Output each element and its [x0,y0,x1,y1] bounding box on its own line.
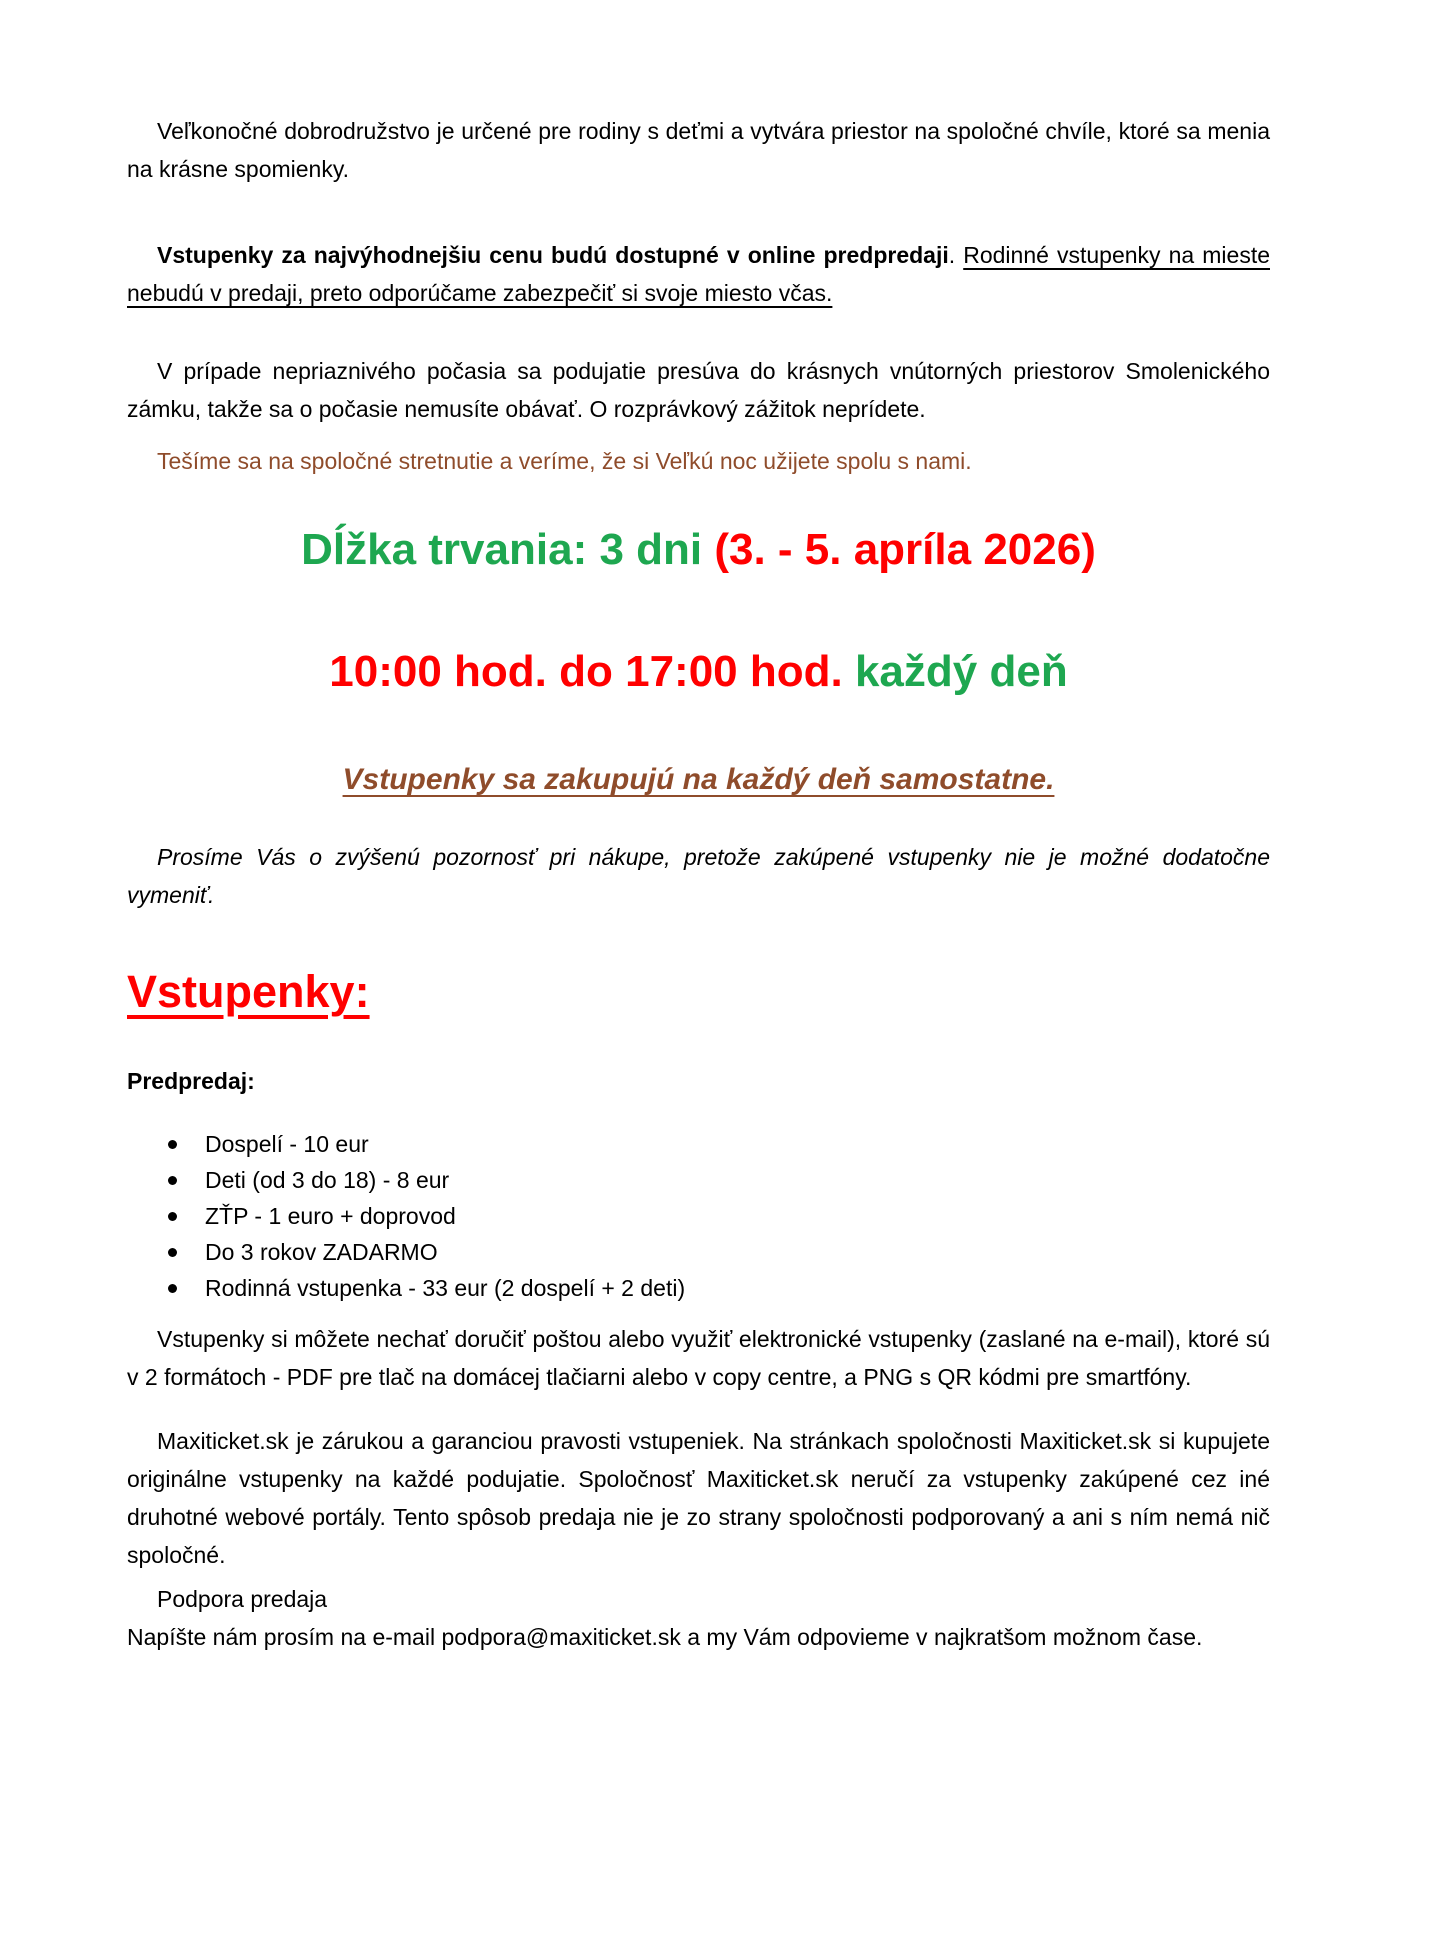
duration-heading [127,524,1270,576]
paragraph-weather: V prípade nepriaznivého počasia sa podujatie presúva do krásnych vnútorných priestorov Smolenického zámku, takže sa o počasie nemusíte obávať. O rozprávkový zážitok neprídete. [127,358,1270,422]
support-text-after-email: a my Vám odpovieme v najkratšom možnom čase. [680,1624,1203,1650]
duration-heading-green-part: Dĺžka trvania: 3 dni [301,525,715,574]
presale-underlined-sentence: Rodinné vstupenky na mieste nebudú v predaji, preto odporúčame zabezpečiť si svoje miesto včas. [127,242,1270,306]
support-email: podpora@maxiticket.sk [441,1624,681,1650]
paragraph-intro: Veľkonočné dobrodružstvo je určené pre rodiny s deťmi a vytvára priestor na spoločné chvíle, ktoré sa menia na krásne spomienky. [127,118,1270,182]
ticket-price-item-children: Deti (od 3 do 18) - 8 eur [168,1162,1270,1198]
presale-bold-sentence: Vstupenky za najvýhodnejšiu cenu budú dostupné v online predpredaji [157,242,949,268]
guarantee-paragraph: Maxiticket.sk je zárukou a garanciou pravosti vstupeniek. Na stránkach spoločnosti Maxiticket.sk si kupujete originálne vstupenky na každé podujatie. Spoločnosť Maxiticket.sk neručí za vstupenky zakúpené cez iné druhotné webové portály. Tento spôsob predaja nie je zo strany spoločnosti podporovaný a ani s ním nemá nič spoločné. [127,1428,1270,1568]
duration-heading-red-part: (3. - 5. apríla 2026) [714,525,1096,574]
support-title: Podpora predaja [157,1586,328,1612]
presale-separator: . [948,242,964,268]
support-paragraph [127,1580,1270,1656]
ticket-price-list [127,1126,1270,1306]
ticket-price-item-disabled: ZŤP - 1 euro + doprovod [168,1198,1270,1234]
purchase-warning: Prosíme Vás o zvýšenú pozornosť pri nákupe, pretože zakúpené vstupenky nie je možné dodatočne vymeniť. [127,844,1270,908]
hours-heading-green-part: každý deň [854,647,1068,696]
ticket-price-item-adults: Dospelí - 10 eur [168,1126,1270,1162]
presale-label: Predpredaj: [127,1068,255,1094]
closing-remark: Tešíme sa na spoločné stretnutie a veríme, že si Veľkú noc užijete spolu s nami. [157,448,972,474]
hours-heading-red-part: 10:00 hod. do 17:00 hod. [329,647,855,696]
ticket-price-item-family: Rodinná vstupenka - 33 eur (2 dospelí + 2 deti) [168,1270,1270,1306]
support-text-before-email: Napíšte nám prosím na e-mail [127,1624,442,1650]
ticket-price-item-under3: Do 3 rokov ZADARMO [168,1234,1270,1270]
daily-ticket-note: Vstupenky sa zakupujú na každý deň samostatne. [342,763,1055,796]
tickets-section-title: Vstupenky: [127,966,370,1017]
paragraph-presale-notice [127,236,1270,312]
hours-heading [127,646,1270,698]
delivery-paragraph: Vstupenky si môžete nechať doručiť poštou alebo využiť elektronické vstupenky (zaslané na e-mail), ktoré sú v 2 formátoch - PDF pre tlač na domácej tlačiarni alebo v copy centre, a PNG s QR kódmi pre smartfóny. [127,1326,1270,1390]
